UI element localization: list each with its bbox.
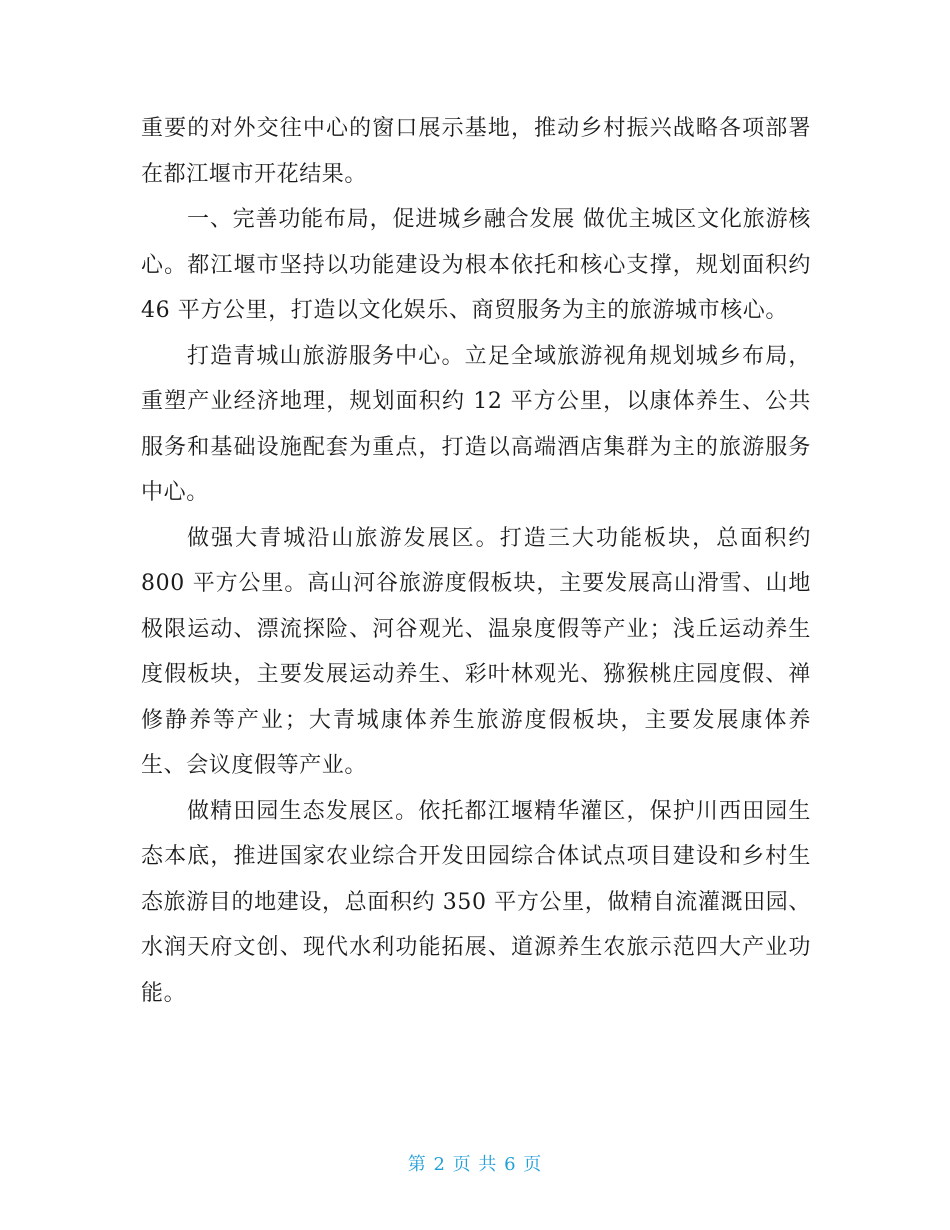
page-number-label: 第 2 页 共 6 页	[407, 1154, 543, 1175]
paragraph-3: 打造青城山旅游服务中心。立足全域旅游视角规划城乡布局，重塑产业经济地理，规划面积约 12 平方公里，以康体养生、公共服务和基础设施配套为重点，打造以高端酒店集群为主的旅游服务中心。	[141, 343, 811, 505]
paragraph-1: 重要的对外交往中心的窗口展示基地，推动乡村振兴战略各项部署在都江堰市开花结果。	[141, 116, 811, 187]
paragraph-2: 一、完善功能布局，促进城乡融合发展 做优主城区文化旅游核心。都江堰市坚持以功能建设为根本依托和核心支撑，规划面积约 46 平方公里，打造以文化娱乐、商贸服务为主的旅游城市核心。	[141, 207, 811, 323]
paragraph-5: 做精田园生态发展区。依托都江堰精华灌区，保护川西田园生态本底，推进国家农业综合开发田园综合体试点项目建设和乡村生态旅游目的地建设，总面积约 350 平方公里，做精自流灌溉田园、水润天府文创、现代水利功能拓展、道源养生农旅示范四大产业功能。	[141, 798, 811, 1006]
paragraph-4: 做强大青城沿山旅游发展区。打造三大功能板块，总面积约 800 平方公里。高山河谷旅游度假板块，主要发展高山滑雪、山地极限运动、漂流探险、河谷观光、温泉度假等产业；浅丘运动养生度假板块，主要发展运动养生、彩叶林观光、猕猴桃庄园度假、禅修静养等产业；大青城康体养生旅游度假板块，主要发展康体养生、会议度假等产业。	[141, 525, 811, 778]
page-footer	[0, 1150, 950, 1176]
document-body	[141, 106, 811, 1016]
